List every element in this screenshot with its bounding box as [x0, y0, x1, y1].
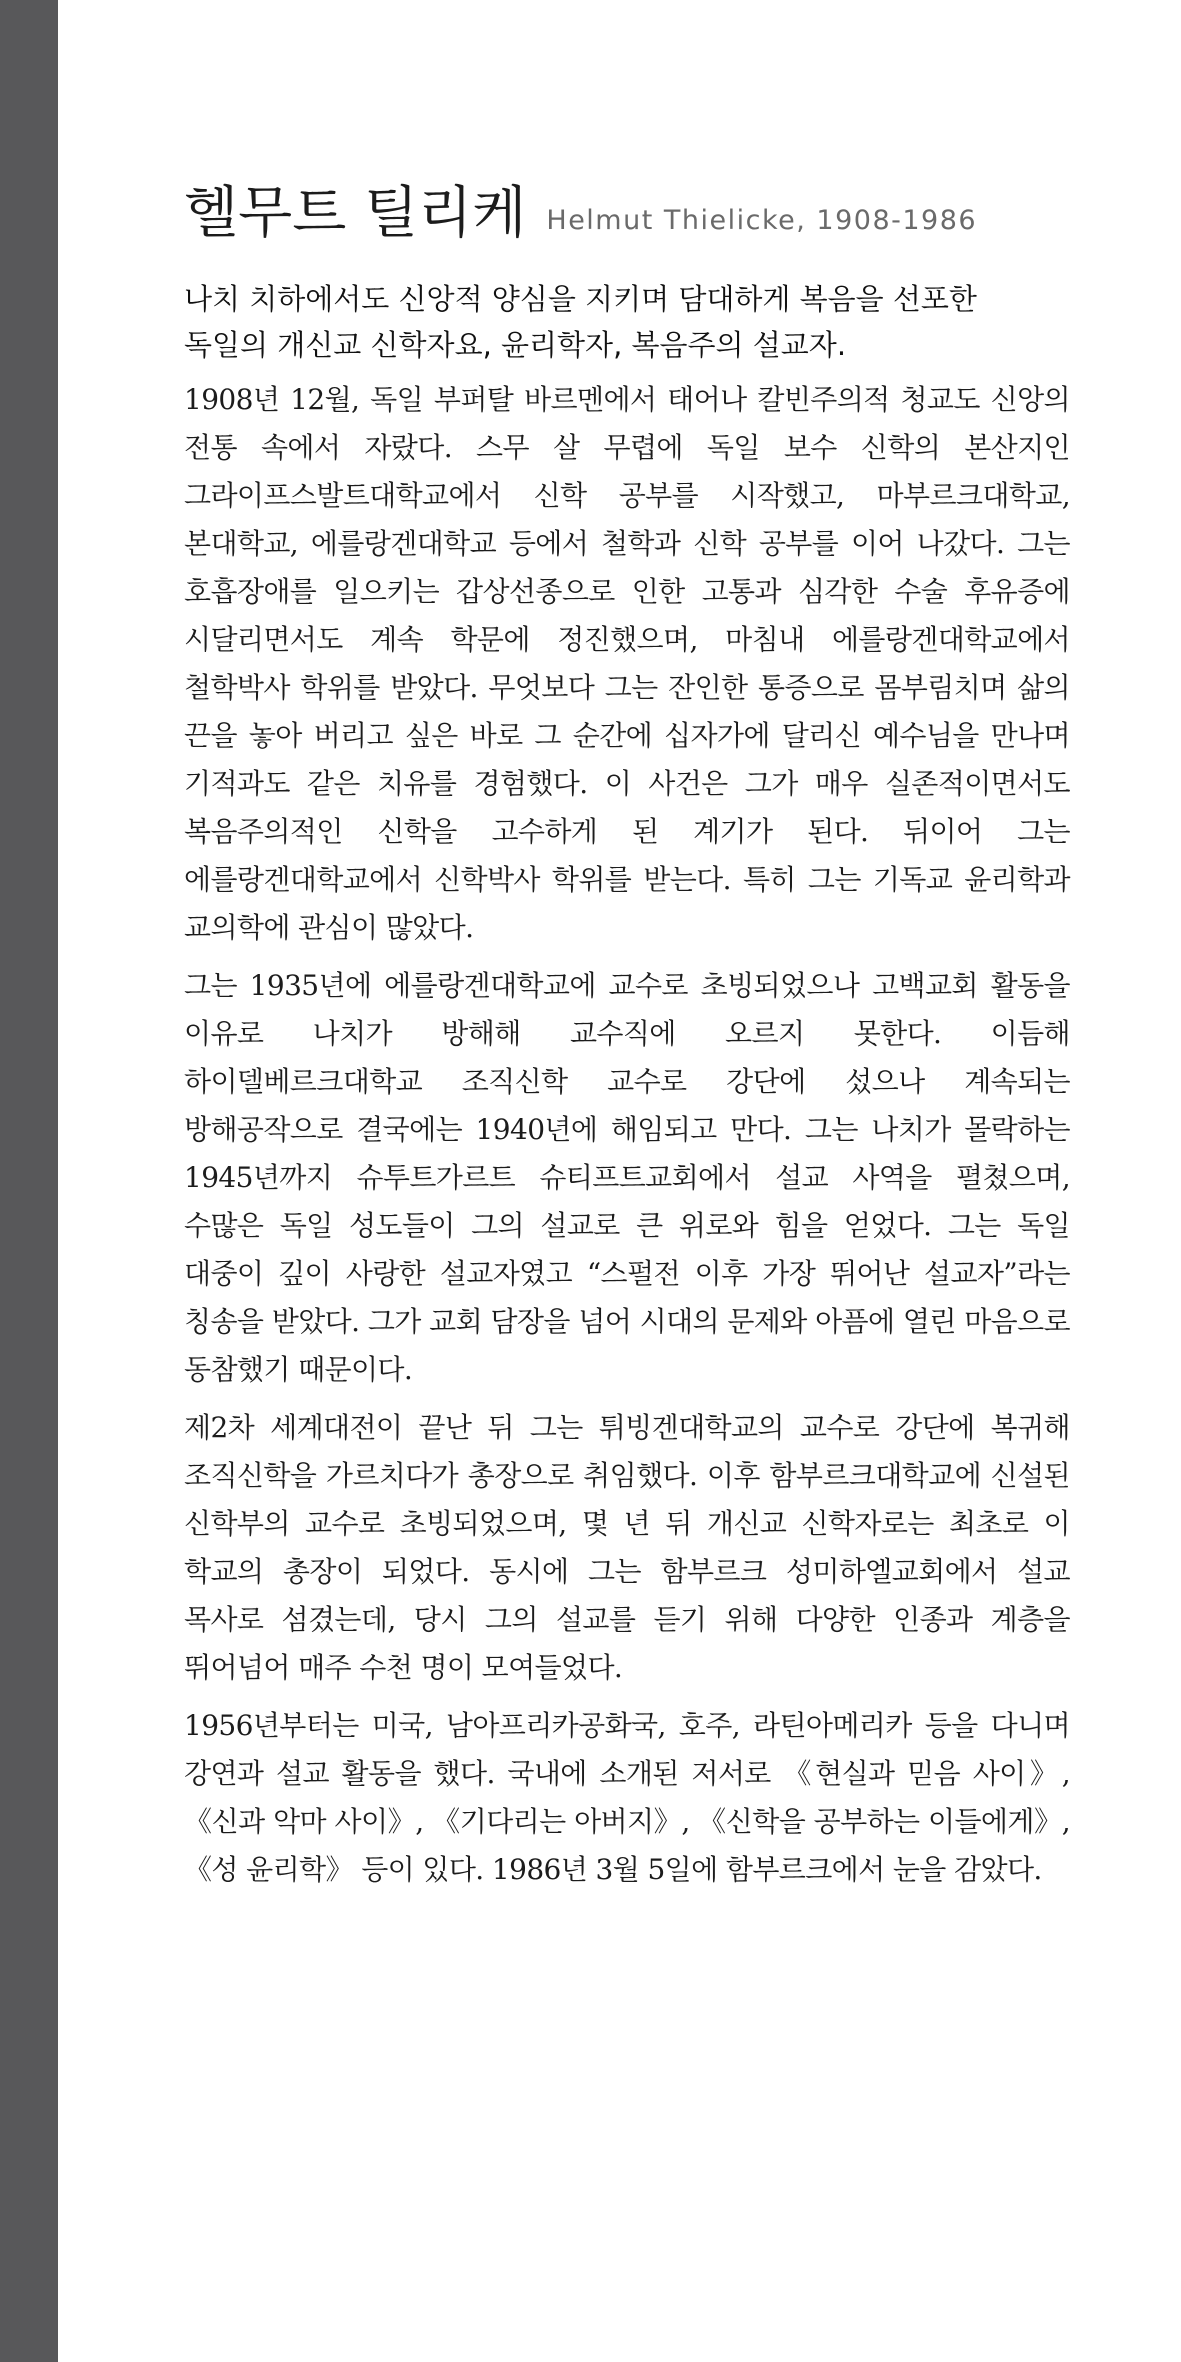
bio-paragraph: 그는 1935년에 에를랑겐대학교에 교수로 초빙되었으나 고백교회 활동을 이유로 나치가 방해해 교수직에 오르지 못한다. 이듬해 하이델베르크대학교 조직신학 교수로 강단에 섰으나 계속되는 방해공작으로 결국에는 1940년에 해임되고 만다. 그는 나치가 몰락하는 1945년까지 슈투트가르트 슈티프트교회에서 설교 사역을 펼쳤으며, 수많은 독일 성도들이 그의 설교로 큰 위로와 힘을 얻었다. 그는 독일 대중이 깊이 사랑한 설교자였고 “스펄전 이후 가장 뛰어난 설교자”라는 칭송을 받았다. 그가 교회 담장을 넘어 시대의 문제와 아픔에 열린 마음으로 동참했기 때문이다. [184, 969, 1070, 1386]
author-bio [184, 0, 1070, 1894]
bio-paragraph: 1956년부터는 미국, 남아프리카공화국, 호주, 라틴아메리카 등을 다니며 강연과 설교 활동을 했다. 국내에 소개된 저서로 《현실과 믿음 사이》, 《신과 악마 사이》, 《기다리는 아버지》, 《신학을 공부하는 이들에게》, 《성 윤리학》 등이 있다. 1986년 3월 5일에 함부르크에서 눈을 감았다. [184, 1709, 1070, 1886]
author-header [184, 166, 1070, 246]
lead-summary [184, 276, 1070, 368]
author-name-korean: 헬무트 틸리케 [184, 181, 527, 246]
bio-paragraph: 제2차 세계대전이 끝난 뒤 그는 튀빙겐대학교의 교수로 강단에 복귀해 조직신학을 가르치다가 총장으로 취임했다. 이후 함부르크대학교에 신설된 신학부의 교수로 초빙되었으며, 몇 년 뒤 개신교 신학자로는 최초로 이 학교의 총장이 되었다. 동시에 그는 함부르크 성미하엘교회에서 설교 목사로 섬겼는데, 당시 그의 설교를 듣기 위해 다양한 인종과 계층을 뛰어넘어 매주 수천 명이 모여들었다. [184, 1411, 1070, 1684]
lead-line: 나치 치하에서도 신앙적 양심을 지키며 담대하게 복음을 선포한 [184, 282, 977, 316]
bio-paragraph: 1908년 12월, 독일 부퍼탈 바르멘에서 태어나 칼빈주의적 청교도 신앙의 전통 속에서 자랐다. 스무 살 무렵에 독일 보수 신학의 본산지인 그라이프스발트대학교에서 신학 공부를 시작했고, 마부르크대학교, 본대학교, 에를랑겐대학교 등에서 철학과 신학 공부를 이어 나갔다. 그는 호흡장애를 일으키는 갑상선종으로 인한 고통과 심각한 수술 후유증에 시달리면서도 계속 학문에 정진했으며, 마침내 에를랑겐대학교에서 철학박사 학위를 받았다. 무엇보다 그는 잔인한 통증으로 몸부림치며 삶의 끈을 놓아 버리고 싶은 바로 그 순간에 십자가에 달리신 예수님을 만나며 기적과도 같은 치유를 경험했다. 이 사건은 그가 매우 실존적이면서도 복음주의적인 신학을 고수하게 된 계기가 된다. 뒤이어 그는 에를랑겐대학교에서 신학박사 학위를 받는다. 특히 그는 기독교 윤리학과 교의학에 관심이 많았다. [184, 383, 1070, 944]
side-bar [0, 0, 58, 2362]
lead-line: 독일의 개신교 신학자요, 윤리학자, 복음주의 설교자. [184, 328, 847, 362]
author-name-english: Helmut Thielicke, 1908-1986 [546, 205, 978, 236]
bio-body [184, 376, 1070, 1894]
